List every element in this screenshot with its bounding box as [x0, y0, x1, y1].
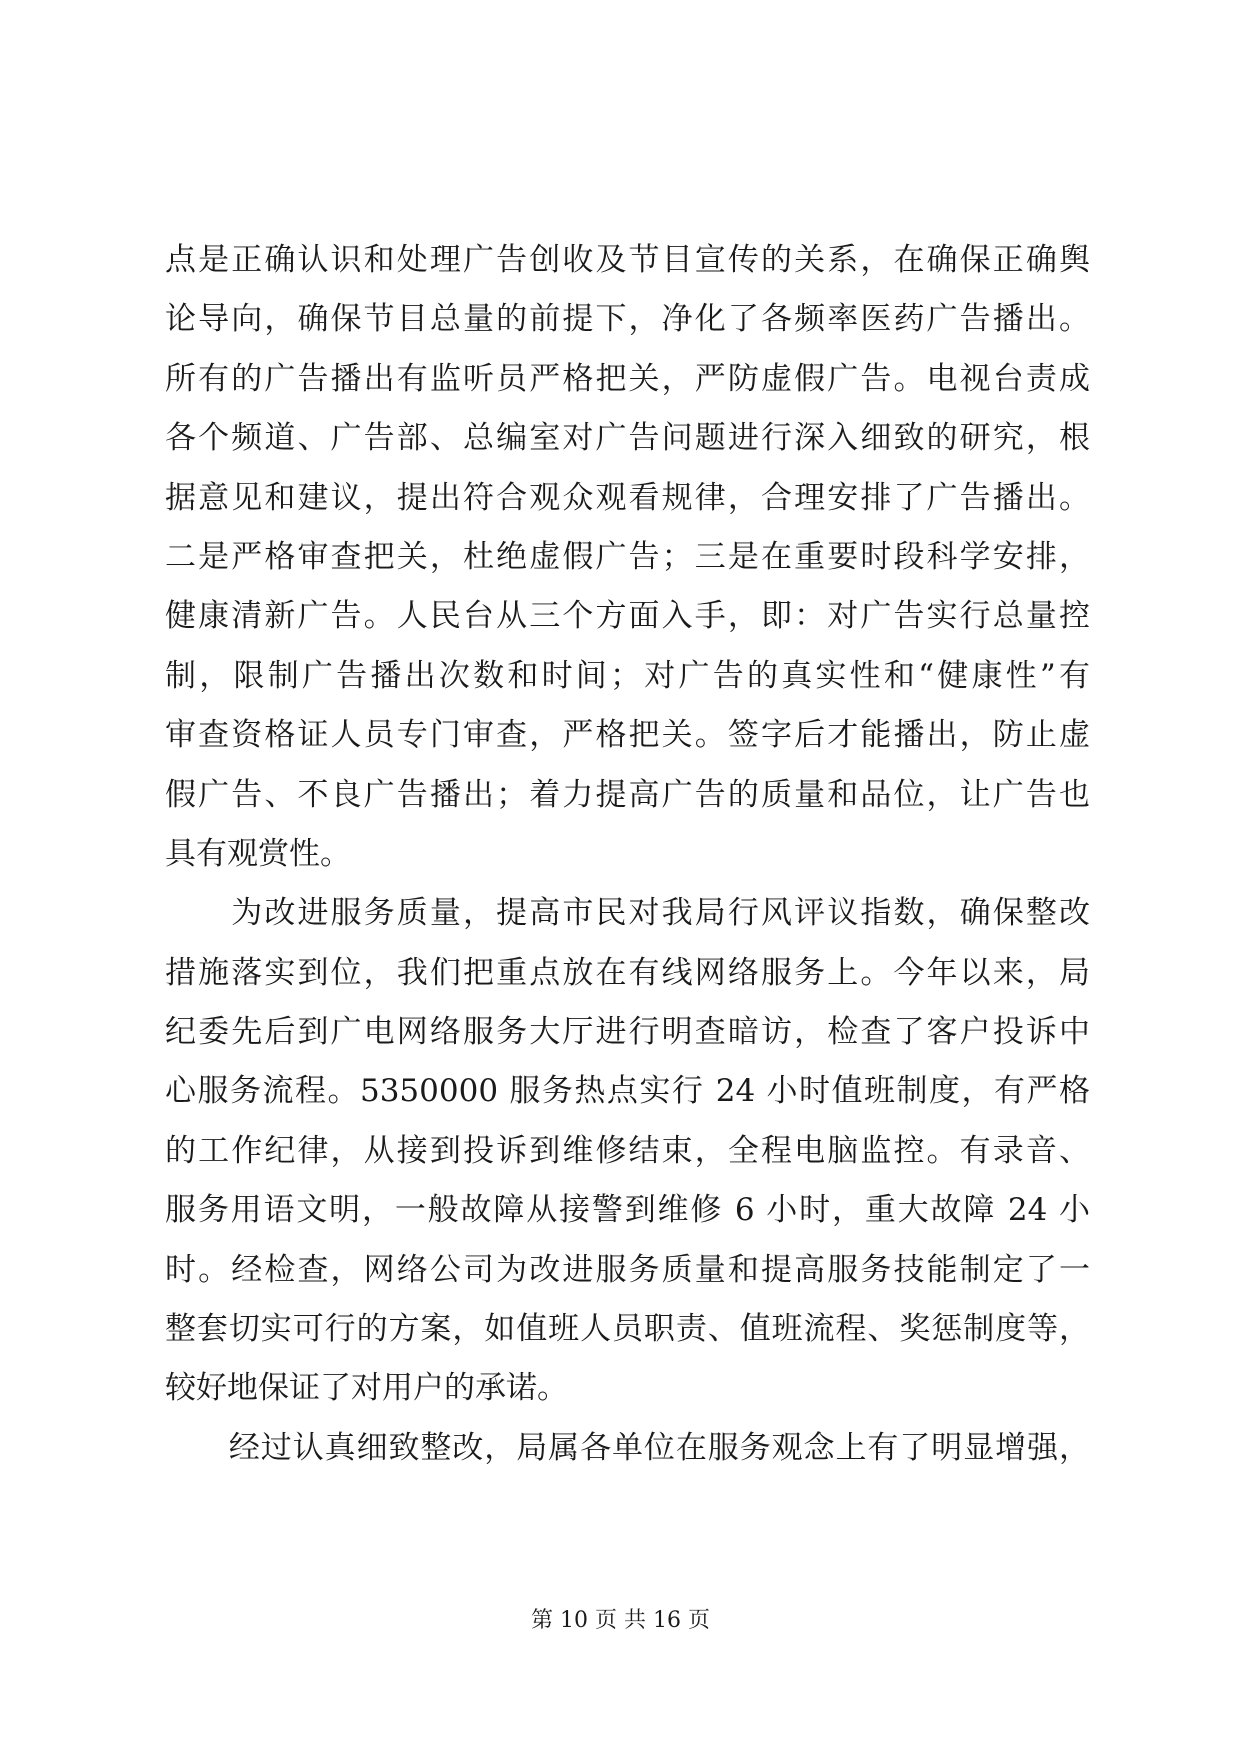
text-line: 健康清新广告。人民台从三个方面入手，即：对广告实行总量控: [165, 598, 1090, 635]
text-line: 经过认真细致整改，局属各单位在服务观念上有了明显增强，: [165, 1429, 1090, 1466]
text-line: 服务用语文明，一般故障从接警到维修 6 小时，重大故障 24 小: [165, 1192, 1090, 1229]
text-line: 心服务流程。5350000 服务热点实行 24 小时值班制度，有严格: [165, 1073, 1090, 1110]
text-line: 假广告、不良广告播出；着力提高广告的质量和品位，让广告也: [165, 776, 1090, 813]
text-line: 的工作纪律，从接到投诉到维修结束，全程电脑监控。有录音、: [165, 1132, 1090, 1169]
body-text: [165, 231, 1090, 1478]
text-line: 二是严格审查把关，杜绝虚假广告；三是在重要时段科学安排，: [165, 538, 1090, 575]
text-line: 据意见和建议，提出符合观众观看规律，合理安排了广告播出。: [165, 479, 1090, 516]
text-line: 较好地保证了对用户的承诺。: [165, 1370, 568, 1407]
page-footer: 第 10 页 共 16 页: [531, 1608, 710, 1633]
text-line: 所有的广告播出有监听员严格把关，严防虚假广告。电视台责成: [165, 360, 1090, 397]
text-line: 审查资格证人员专门审查，严格把关。签字后才能播出，防止虚: [165, 717, 1090, 754]
text-line: 时。经检查，网络公司为改进服务质量和提高服务技能制定了一: [165, 1251, 1090, 1288]
text-line: 为改进服务质量，提高市民对我局行风评议指数，确保整改: [165, 895, 1090, 932]
text-line: 具有观赏性。: [165, 835, 351, 872]
text-line: 措施落实到位，我们把重点放在有线网络服务上。今年以来，局: [165, 954, 1090, 991]
text-line: 点是正确认识和处理广告创收及节目宣传的关系，在确保正确舆: [165, 242, 1090, 278]
text-line: 整套切实可行的方案，如值班人员职责、值班流程、奖惩制度等，: [165, 1311, 1090, 1348]
text-line: 纪委先后到广电网络服务大厅进行明查暗访，检查了客户投诉中: [165, 1014, 1090, 1051]
text-line: 论导向，确保节目总量的前提下，净化了各频率医药广告播出。: [165, 301, 1090, 338]
text-line: 制，限制广告播出次数和时间；对广告的真实性和“健康性”有: [165, 657, 1090, 694]
text-line: 各个频道、广告部、总编室对广告问题进行深入细致的研究，根: [165, 420, 1090, 457]
